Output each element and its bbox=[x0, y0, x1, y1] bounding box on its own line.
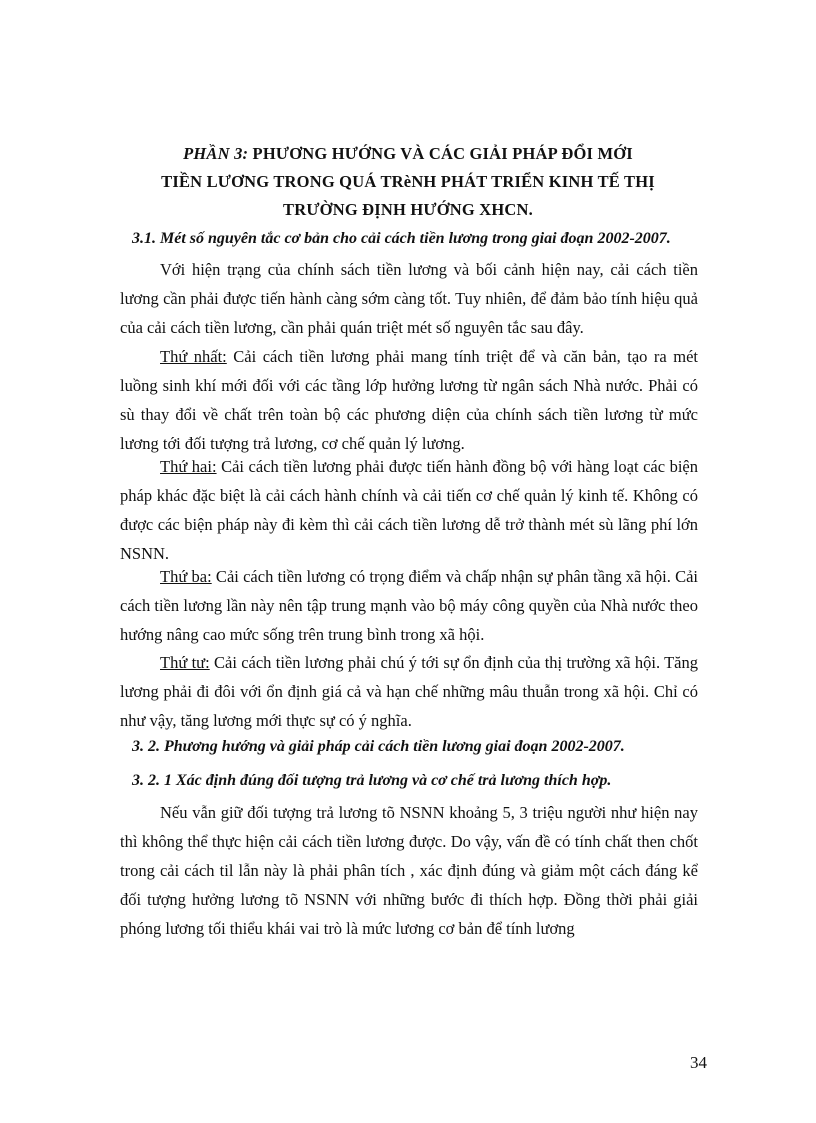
principle-4 bbox=[120, 648, 698, 735]
principle-2-label: Thứ hai: bbox=[160, 457, 217, 476]
title-part-label: PHẦN 3: bbox=[183, 144, 249, 163]
title-line-1 bbox=[90, 140, 726, 168]
section-3-2-1-paragraph bbox=[120, 798, 698, 943]
chapter-title bbox=[90, 140, 726, 224]
principle-1-text: Cải cách tiền lương phải mang tính triệt để và căn bản, tạo ra mét luồng sinh khí mới đối với các tầng lớp hưởng lương từ ngân sách Nhà nước. Phải có sù thay đổi về chất trên toàn bộ các phương diện của chính sách tiền lương từ mức lương tới đối tượng trả lương, cơ chế quản lý lương. bbox=[120, 347, 698, 453]
section-3-2-heading: 3. 2. Phương hướng và giải pháp cải cách tiền lương giai đoạn 2002-2007. bbox=[132, 738, 625, 755]
principle-2-text: Cải cách tiền lương phải được tiến hành đồng bộ với hàng loạt các biện pháp khác đặc biệt là cải cách hành chính và cải tiến cơ chế quản lý kinh tế. Không có được các biện pháp này đi kèm thì cải cách tiền lương dễ trở thành mét sù lãng phí lớn NSNN. bbox=[120, 457, 698, 563]
page-number: 34 bbox=[690, 1053, 707, 1072]
principle-2 bbox=[120, 452, 698, 568]
title-line-2: TIỀN LƯƠNG TRONG QUÁ TRèNH PHÁT TRIỂN KINH TẾ THỊ bbox=[161, 172, 655, 191]
section-3-2-1-heading: 3. 2. 1 Xác định đúng đối tượng trả lương và cơ chế trả lương thích hợp. bbox=[132, 772, 612, 789]
principle-3-text: Cải cách tiền lương có trọng điểm và chấp nhận sự phân tầng xã hội. Cải cách tiền lương lần này nên tập trung mạnh vào bộ máy công quyền của Nhà nước theo hướng nâng cao mức sống trên trung bình trong xã hội. bbox=[120, 567, 699, 644]
principle-3 bbox=[120, 562, 698, 649]
principle-4-text: Cải cách tiền lương phải chú ý tới sự ổn định của thị trường xã hội. Tăng lương phải đi đôi với ổn định giá cả và hạn chế những mâu thuẫn trong xã hội. Chỉ có như vậy, tăng lương mới thực sự có ý nghĩa. bbox=[120, 653, 698, 730]
section-3-2-1-text: Nếu vẫn giữ đối tượng trả lương tõ NSNN khoảng 5, 3 triệu người như hiện nay thì không thể thực hiện cải cách tiền lương được. Do vậy, vấn đề có tính chất then chốt trong cải cách til lẫn này là phải phân tích , xác định đúng và giảm một cách đáng kể đối tượng hưởng lương tõ NSNN với những bước đi thích hợp. Đồng thời phải giải phóng lương tối thiểu khái vai trò là mức lương cơ bản để tính lương bbox=[120, 803, 698, 938]
section-3-1-intro bbox=[120, 255, 698, 342]
principle-4-label: Thứ tư: bbox=[160, 653, 210, 672]
principle-1 bbox=[120, 342, 698, 458]
principle-3-label: Thứ ba: bbox=[160, 567, 212, 586]
title-line-3: TRƯỜNG ĐỊNH HƯỚNG XHCN. bbox=[283, 200, 533, 219]
title-line-1-text: PHƯƠNG HƯỚNG VÀ CÁC GIẢI PHÁP ĐỔI MỚI bbox=[252, 144, 633, 163]
section-3-1-heading: 3.1. Mét số nguyên tắc cơ bản cho cải cách tiền lương trong giai đoạn 2002-2007. bbox=[132, 230, 671, 247]
intro-text: Với hiện trạng của chính sách tiền lương và bối cảnh hiện nay, cải cách tiền lương cần phải được tiến hành càng sớm càng tốt. Tuy nhiên, để đảm bảo tính hiệu quả của cải cách tiền lương, cần phải quán triệt mét số nguyên tắc sau đây. bbox=[120, 260, 698, 337]
principle-1-label: Thứ nhất: bbox=[160, 347, 227, 366]
